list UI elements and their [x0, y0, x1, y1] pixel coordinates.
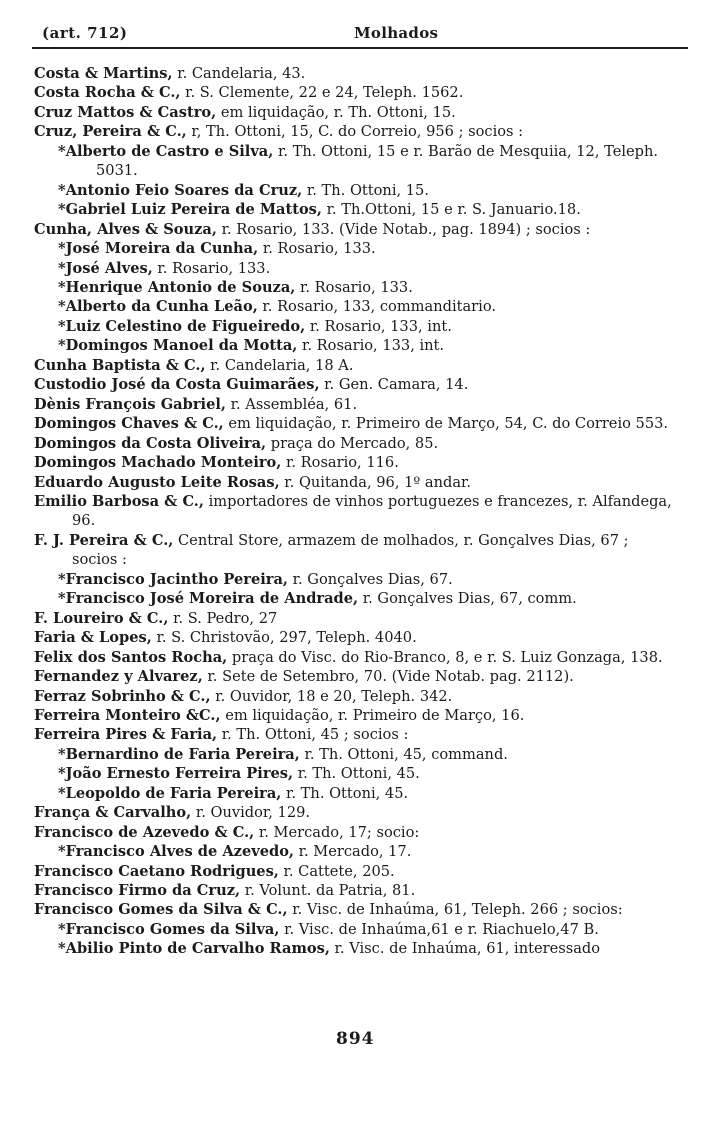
entry-details: r, Th. Ottoni, 15, C. do Correio, 956 ; socios : [186, 123, 524, 141]
list-item [34, 648, 674, 667]
entry-details: r. Th. Ottoni, 15 e r. Barão de Mesquiia, 12, Teleph. 5031. [96, 142, 659, 180]
entry-name: *José Moreira da Cunha, [58, 240, 259, 258]
list-item [34, 122, 674, 141]
entry-details: r. Visc. de Inhaúma, 61, interessado [329, 940, 601, 958]
entry-details: r. Mercado, 17; socio: [254, 823, 420, 841]
entry-name: Cunha Baptista & C., [34, 356, 206, 374]
entry-details: r. Th. Ottoni, 15. [302, 181, 429, 199]
list-item [34, 628, 674, 647]
entry-details: r. Rosario, 133. (Vide Notab., pag. 1894) ; socios : [216, 220, 591, 238]
list-item [34, 803, 674, 822]
entry-name: Francisco Caetano Rodrigues, [34, 862, 279, 880]
list-item [34, 336, 674, 355]
entry-details: r. Gonçalves Dias, 67. [288, 570, 453, 588]
list-item [34, 706, 674, 725]
list-item [34, 589, 674, 608]
entry-details: r. Th. Ottoni, 45. [293, 765, 420, 783]
entry-details: em liquidação, r. Primeiro de Março, 54, C. do Correio 553. [223, 415, 669, 433]
entry-name: *Domingos Manoel da Motta, [58, 337, 298, 355]
list-item [34, 687, 674, 706]
list-item [34, 414, 674, 433]
entry-details: em liquidação, r. Th. Ottoni, 15. [216, 103, 456, 121]
list-item [34, 259, 674, 278]
entry-details: r. Assembléa, 61. [225, 395, 358, 413]
list-item [34, 83, 674, 102]
entry-name: Cruz, Pereira & C., [34, 123, 187, 141]
entry-details: Central Store, armazem de molhados, r. Gonçalves Dias, 67 ; socios : [72, 531, 629, 569]
entry-name: Fernandez y Alvarez, [34, 668, 203, 686]
entry-name: F. Loureiro & C., [34, 609, 169, 627]
entry-details: praça do Mercado, 85. [266, 434, 439, 452]
entry-details: em liquidação, r. Primeiro de Março, 16. [220, 706, 525, 724]
entry-name: *Gabriel Luiz Pereira de Mattos, [58, 201, 322, 219]
entry-name: Costa Rocha & C., [34, 84, 181, 102]
entry-details: r. S. Pedro, 27 [168, 609, 278, 627]
list-item [34, 395, 674, 414]
entry-details: r. Visc. de Inhaúma,61 e r. Riachuelo,47 B. [279, 920, 599, 938]
entry-name: Francisco de Azevedo & C., [34, 823, 255, 841]
entry-name: *Francisco José Moreira de Andrade, [58, 590, 359, 608]
list-item [34, 297, 674, 316]
entry-name: Emilio Barbosa & C., [34, 492, 204, 510]
list-item [34, 473, 674, 492]
entry-details: r. Th. Ottoni, 45. [281, 784, 409, 802]
list-item [34, 103, 674, 122]
list-item [34, 939, 674, 958]
entry-list [34, 64, 674, 959]
list-item [34, 356, 674, 375]
entry-name: França & Carvalho, [34, 804, 192, 822]
entry-name: *Francisco Alves de Azevedo, [58, 843, 295, 861]
page-number: 894 [336, 1029, 375, 1049]
section-title: Molhados [354, 24, 439, 42]
entry-details: r. S. Clemente, 22 e 24, Teleph. 1562. [180, 84, 464, 102]
entry-name: Eduardo Augusto Leite Rosas, [34, 473, 280, 491]
list-item [34, 142, 674, 181]
entry-details: importadores de vinhos portuguezes e francezes, r. Alfandega, 96. [72, 492, 672, 530]
list-item [34, 842, 674, 861]
list-item [34, 181, 674, 200]
list-item [34, 220, 674, 239]
list-item [34, 278, 674, 297]
entry-name: *Bernardino de Faria Pereira, [58, 745, 300, 763]
page-header [32, 21, 688, 49]
entry-details: r. Rosario, 133. [152, 259, 271, 277]
entry-details: r. S. Christovão, 297, Teleph. 4040. [151, 629, 417, 647]
entry-name: F. J. Pereira & C., [34, 531, 174, 549]
entry-details: r. Cattete, 205. [278, 862, 395, 880]
entry-name: *José Alves, [58, 259, 153, 277]
entry-details: r. Th. Ottoni, 45, command. [299, 745, 508, 763]
entry-details: r. Gonçalves Dias, 67, comm. [358, 590, 577, 608]
entry-name: Cunha, Alves & Souza, [34, 220, 217, 238]
entry-name: *Henrique Antonio de Souza, [58, 278, 296, 296]
list-item [34, 920, 674, 939]
entry-name: *Antonio Feio Soares da Cruz, [58, 181, 303, 199]
article-reference: (art. 712) [42, 24, 128, 42]
entry-name: Custodio José da Costa Guimarães, [34, 376, 320, 394]
entry-name: *Alberto da Cunha Leão, [58, 298, 258, 316]
entry-details: r. Volunt. da Patria, 81. [240, 882, 416, 900]
list-item [34, 725, 674, 744]
entry-details: r. Th. Ottoni, 45 ; socios : [217, 726, 409, 744]
entry-name: Ferraz Sobrinho & C., [34, 687, 211, 705]
entry-details: r. Rosario, 116. [281, 454, 399, 472]
entry-details: r. Rosario, 133, int. [297, 337, 445, 355]
entry-details: r. Visc. de Inhaúma, 61, Teleph. 266 ; socios: [287, 901, 623, 919]
entry-name: Dènis François Gabriel, [34, 395, 226, 413]
entry-name: *Francisco Gomes da Silva, [58, 920, 280, 938]
entry-name: Domingos da Costa Oliveira, [34, 434, 267, 452]
entry-name: *Leopoldo de Faria Pereira, [58, 784, 282, 802]
entry-details: r. Th.Ottoni, 15 e r. S. Januario.18. [321, 201, 581, 219]
list-item [34, 784, 674, 803]
entry-details: r. Candelaria, 18 A. [205, 356, 354, 374]
entry-details: r. Rosario, 133, commanditario. [257, 298, 496, 316]
entry-name: Faria & Lopes, [34, 629, 152, 647]
entry-name: Francisco Gomes da Silva & C., [34, 901, 288, 919]
entry-details: r. Ouvidor, 18 e 20, Teleph. 342. [210, 687, 453, 705]
entry-details: r. Rosario, 133, int. [305, 317, 452, 335]
entry-details: r. Ouvidor, 129. [191, 804, 311, 822]
entry-name: Felix dos Santos Rocha, [34, 648, 228, 666]
list-item [34, 745, 674, 764]
list-item [34, 375, 674, 394]
entry-name: Francisco Firmo da Cruz, [34, 882, 241, 900]
entry-details: r. Candelaria, 43. [172, 65, 306, 82]
entry-name: *Luiz Celestino de Figueiredo, [58, 317, 306, 335]
list-item [34, 64, 674, 83]
list-item [34, 667, 674, 686]
list-item [34, 764, 674, 783]
entry-name: Domingos Machado Monteiro, [34, 454, 282, 472]
list-item [34, 900, 674, 919]
list-item [34, 434, 674, 453]
entry-name: Cruz Mattos & Castro, [34, 103, 217, 121]
entry-name: *Alberto de Castro e Silva, [58, 142, 274, 160]
list-item [34, 453, 674, 472]
entry-name: Ferreira Monteiro &C., [34, 706, 221, 724]
entry-details: r. Sete de Setembro, 70. (Vide Notab. pag. 2112). [202, 668, 574, 686]
entry-details: r. Mercado, 17. [294, 843, 412, 861]
list-item [34, 609, 674, 628]
list-item [34, 531, 674, 570]
entry-details: r. Rosario, 133. [295, 278, 413, 296]
entry-name: *Francisco Jacintho Pereira, [58, 570, 289, 588]
list-item [34, 570, 674, 589]
entry-name: Ferreira Pires & Faria, [34, 726, 218, 744]
entry-details: r. Rosario, 133. [258, 240, 376, 258]
entry-name: Costa & Martins, [34, 65, 173, 82]
entry-details: r. Quitanda, 96, 1º andar. [279, 473, 472, 491]
entry-name: Domingos Chaves & C., [34, 415, 224, 433]
entry-details: r. Gen. Camara, 14. [319, 376, 469, 394]
list-item [34, 823, 674, 842]
entry-name: *Abilio Pinto de Carvalho Ramos, [58, 940, 330, 958]
list-item [34, 317, 674, 336]
list-item [34, 862, 674, 881]
entry-name: *João Ernesto Ferreira Pires, [58, 765, 294, 783]
list-item [34, 200, 674, 219]
list-item [34, 239, 674, 258]
list-item [34, 881, 674, 900]
list-item [34, 492, 674, 531]
entry-details: praça do Visc. do Rio-Branco, 8, e r. S. Luiz Gonzaga, 138. [227, 648, 663, 666]
